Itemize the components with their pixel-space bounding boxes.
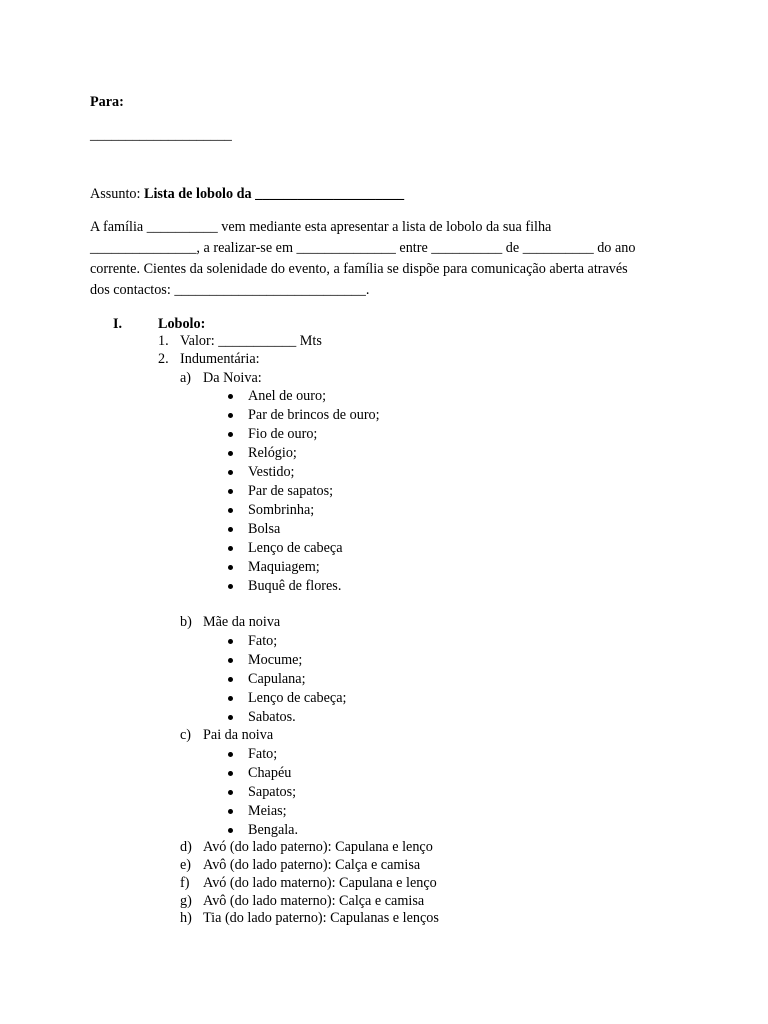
bullet-dot	[228, 508, 233, 513]
bullet-item: Vestido;	[248, 464, 295, 480]
relative-item: Avó (do lado materno): Capulana e lenço	[203, 875, 437, 891]
section-title: Lobolo:	[158, 316, 206, 332]
bullet-dot	[228, 715, 233, 720]
bullet-dot	[228, 696, 233, 701]
bullet-item: Buquê de flores.	[248, 578, 342, 594]
group-letter: e)	[180, 857, 192, 873]
section-numeral: I.	[113, 316, 123, 332]
bullet-dot	[228, 546, 233, 551]
numbered-marker: 2.	[158, 351, 169, 367]
intro-line: dos contactos: ___________________________.	[90, 282, 370, 298]
bullet-dot	[228, 790, 233, 795]
bullet-item: Sapatos;	[248, 784, 297, 800]
para-blank-line: ____________________	[90, 127, 232, 143]
bullet-dot	[228, 639, 233, 644]
bullet-item: Sabatos.	[248, 709, 296, 725]
bullet-item: Par de sapatos;	[248, 483, 334, 499]
group-letter: h)	[180, 910, 192, 926]
bullet-item: Sombrinha;	[248, 502, 315, 518]
group-letter: d)	[180, 839, 192, 855]
bullet-item: Bengala.	[248, 822, 299, 838]
bullet-dot	[228, 527, 233, 532]
relative-item: Avó (do lado paterno): Capulana e lenço	[203, 839, 433, 855]
group-title-noiva: Da Noiva:	[203, 370, 262, 386]
subject-title: Lista de lobolo da _____________________	[144, 186, 405, 202]
group-title-pai: Pai da noiva	[203, 727, 274, 743]
bullet-item: Anel de ouro;	[248, 388, 327, 404]
relative-item: Avô (do lado paterno): Calça e camisa	[203, 857, 421, 873]
bullet-dot	[228, 677, 233, 682]
bullet-dot	[228, 658, 233, 663]
bullet-item: Mocume;	[248, 652, 303, 668]
numbered-marker: 1.	[158, 333, 169, 349]
relative-item: Avô (do lado materno): Calça e camisa	[203, 893, 425, 909]
bullet-item: Par de brincos de ouro;	[248, 407, 380, 423]
bullet-dot	[228, 828, 233, 833]
bullet-item: Lenço de cabeça	[248, 540, 343, 556]
bullet-item: Capulana;	[248, 671, 306, 687]
numbered-item-valor: Valor: ___________ Mts	[180, 333, 322, 349]
group-letter: f)	[180, 875, 190, 891]
bullet-dot	[228, 809, 233, 814]
bullet-dot	[228, 451, 233, 456]
intro-paragraph	[90, 217, 673, 301]
bullet-dot	[228, 432, 233, 437]
bullet-item: Fato;	[248, 746, 278, 762]
para-label: Para:	[90, 94, 124, 110]
bullet-dot	[228, 394, 233, 399]
bullet-item: Chapéu	[248, 765, 292, 781]
intro-line: corrente. Cientes da solenidade do evento, a família se dispõe para comunicação aberta através	[90, 261, 628, 277]
bullet-item: Meias;	[248, 803, 287, 819]
bullet-item: Maquiagem;	[248, 559, 320, 575]
bullet-item: Bolsa	[248, 521, 281, 537]
bullet-item: Fato;	[248, 633, 278, 649]
group-title-mae: Mãe da noiva	[203, 614, 281, 630]
group-letter: g)	[180, 893, 192, 909]
bullet-item: Lenço de cabeça;	[248, 690, 347, 706]
numbered-item-indumentaria: Indumentária:	[180, 351, 260, 367]
intro-line: A família __________ vem mediante esta apresentar a lista de lobolo da sua filha	[90, 219, 552, 235]
bullet-dot	[228, 752, 233, 757]
bullet-dot	[228, 470, 233, 475]
subject-label: Assunto:	[90, 186, 141, 202]
intro-line: _______________, a realizar-se em ______________ entre __________ de __________ do ano	[90, 240, 636, 256]
group-letter: a)	[180, 370, 192, 386]
bullet-dot	[228, 489, 233, 494]
bullet-item: Relógio;	[248, 445, 297, 461]
subject-line	[90, 186, 404, 203]
relative-item: Tia (do lado paterno): Capulanas e lenços	[203, 910, 439, 926]
group-letter: c)	[180, 727, 192, 743]
bullet-dot	[228, 771, 233, 776]
group-letter: b)	[180, 614, 192, 630]
bullet-dot	[228, 413, 233, 418]
bullet-item: Fio de ouro;	[248, 426, 318, 442]
bullet-dot	[228, 584, 233, 589]
bullet-dot	[228, 565, 233, 570]
